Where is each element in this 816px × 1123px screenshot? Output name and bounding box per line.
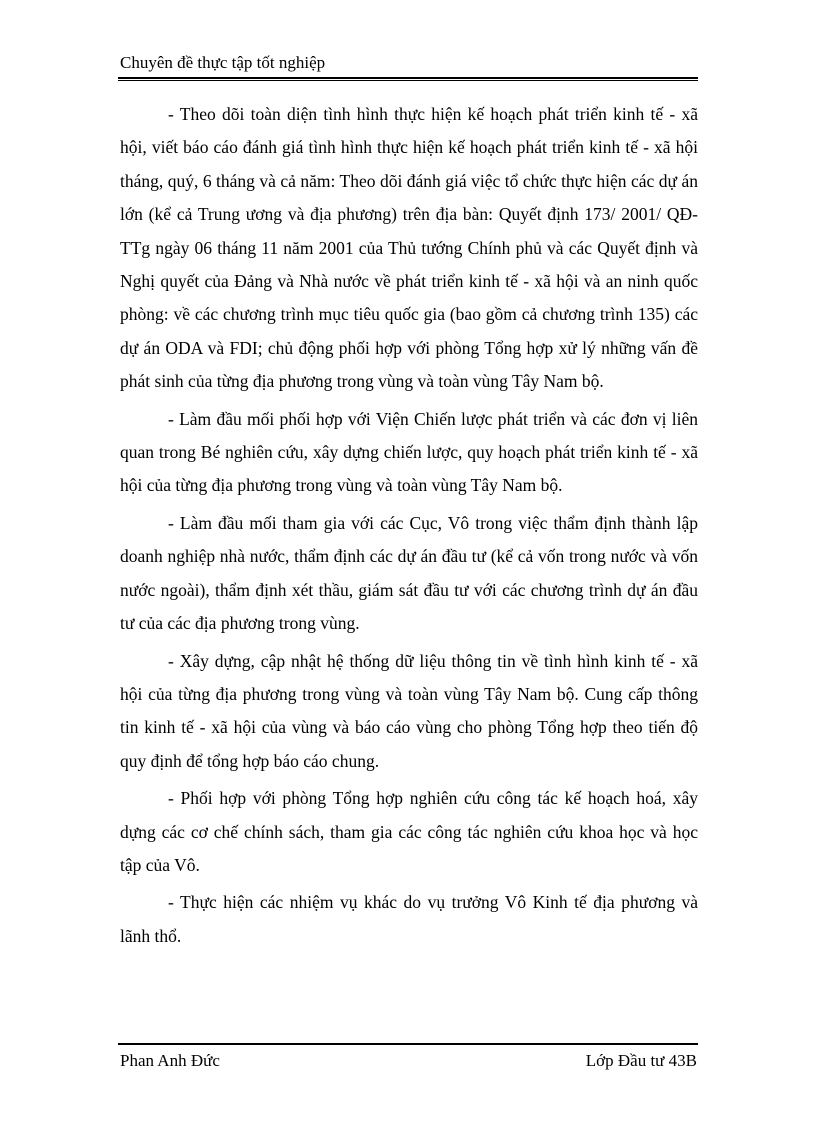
- page-header: [120, 52, 697, 74]
- paragraph: - Xây dựng, cập nhật hệ thống dữ liệu thông tin về tình hình kinh tế - xã hội của từng địa phương trong vùng và toàn vùng Tây Nam bộ. Cung cấp thông tin kinh tế - xã hội của vùng và báo cáo vùng cho phòng Tổng hợp theo tiến độ quy định để tổng hợp báo cáo chung.: [120, 650, 698, 771]
- header-title: Chuyên đề thực tập tốt nghiệp: [120, 53, 326, 72]
- footer-divider: [118, 1043, 698, 1045]
- header-divider: [118, 77, 698, 79]
- paragraph: - Thực hiện các nhiệm vụ khác do vụ trưởng Vô Kinh tế địa phương và lãnh thổ.: [120, 892, 698, 946]
- footer-author: Phan Anh Đức: [120, 1051, 220, 1070]
- paragraph: - Làm đầu mối tham gia với các Cục, Vô trong việc thẩm định thành lập doanh nghiệp nhà nước, thẩm định các dự án đầu tư (kể cả vốn trong nước và vốn nước ngoài), thẩm định xét thầu, giám sát đầu tư với các chương trình dự án đầu tư của các địa phương trong vùng.: [120, 512, 698, 634]
- paragraph: - Theo dõi toàn diện tình hình thực hiện kế hoạch phát triển kinh tế - xã hội, viết báo cáo đánh giá tình hình thực hiện kế hoạch phát triển kinh tế - xã hội tháng, quý, 6 tháng và cả năm: Theo dõi đánh giá việc tổ chức thực hiện các dự án lớn (kể cả Trung ương và địa phương) trên địa bàn: Quyết định 173/ 2001/ QĐ-TTg ngày 06 tháng 11 năm 2001 của Thủ tướng Chính phủ và các Quyết định và Nghị quyết của Đảng và Nhà nước về phát triển kinh tế - xã hội và an ninh quốc phòng: về các chương trình mục tiêu quốc gia (bao gồm cả chương trình 135) các dự án ODA và FDI; chủ động phối hợp với phòng Tổng hợp xử lý những vấn đề phát sinh của từng địa phương trong vùng và toàn vùng Tây Nam bộ.: [120, 104, 698, 392]
- footer-class: Lớp Đầu tư 43B: [585, 1051, 697, 1070]
- paragraph: - Phối hợp với phòng Tổng hợp nghiên cứu công tác kế hoạch hoá, xây dựng các cơ chế chính sách, tham gia các công tác nghiên cứu khoa học và học tập của Vô.: [120, 788, 698, 875]
- document-body: [120, 98, 698, 957]
- page-footer: [120, 1050, 697, 1072]
- header-divider-thin: [118, 80, 698, 81]
- paragraph: - Làm đầu mối phối hợp với Viện Chiến lược phát triển và các đơn vị liên quan trong Bé nghiên cứu, xây dựng chiến lược, quy hoạch phát triển kinh tế - xã hội của từng địa phương trong vùng và toàn vùng Tây Nam bộ.: [120, 408, 698, 496]
